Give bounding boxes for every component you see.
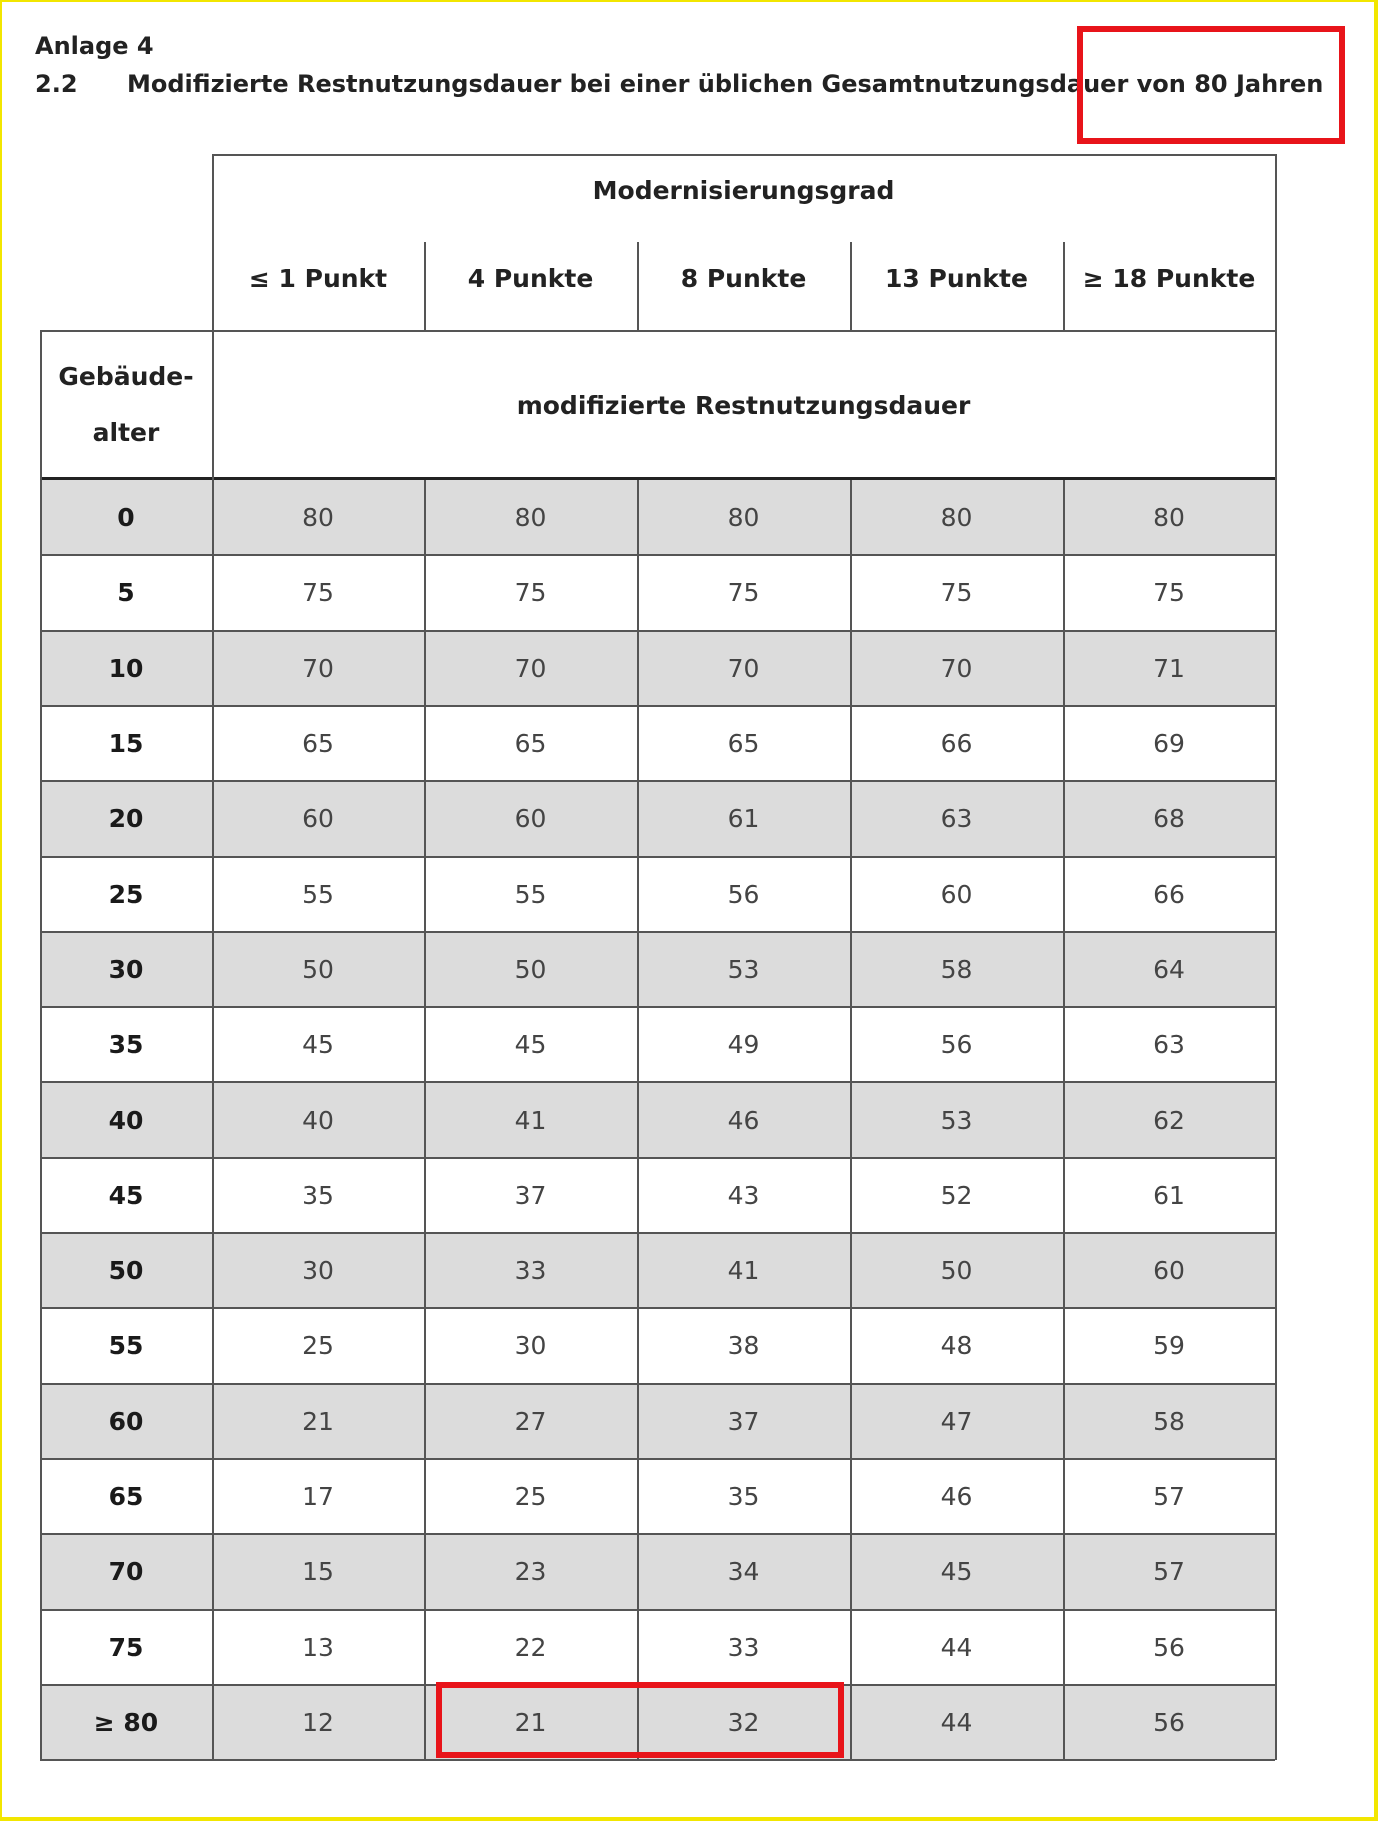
table-cell: 60 <box>302 804 334 834</box>
table-cell: 49 <box>727 1030 760 1060</box>
table-cell: 66 <box>940 729 973 759</box>
grid-line <box>1063 242 1065 330</box>
table-cell: 63 <box>1153 1030 1185 1060</box>
highlight-box-title <box>1077 26 1345 144</box>
grid-line <box>40 477 1275 480</box>
table-cell: 34 <box>727 1557 760 1587</box>
row-age: 20 <box>108 804 144 834</box>
row-age: 75 <box>108 1632 144 1662</box>
section-title: Modifizierte Restnutzungsdauer bei einer üblichen Gesamtnutzungsdauer von 80 Jahren <box>127 70 1324 98</box>
table-cell: 35 <box>727 1482 760 1512</box>
grid-line <box>637 242 639 330</box>
row-age: 70 <box>108 1557 144 1587</box>
table-cell: 44 <box>940 1632 973 1662</box>
grid-line <box>40 1232 1275 1234</box>
grid-line <box>40 1081 1275 1083</box>
table-cell: 50 <box>514 954 547 984</box>
table-cell: 25 <box>514 1482 547 1512</box>
table-cell: 45 <box>940 1557 973 1587</box>
table-cell: 80 <box>940 503 973 533</box>
grid-line <box>40 1609 1275 1611</box>
grid-line <box>40 1458 1275 1460</box>
row-age: 65 <box>108 1482 144 1512</box>
table-cell: 69 <box>1153 729 1185 759</box>
grid-line <box>212 154 214 1760</box>
grid-line <box>212 154 1275 156</box>
grid-line <box>40 931 1275 933</box>
row-age: 60 <box>108 1406 144 1436</box>
table-cell: 65 <box>727 729 760 759</box>
table-cell: 53 <box>940 1105 973 1135</box>
grid-line <box>40 1759 1275 1761</box>
column-header: ≤ 1 Punkt <box>248 263 388 293</box>
grid-line <box>40 1006 1275 1008</box>
row-age: 55 <box>108 1331 144 1361</box>
table-cell: 12 <box>302 1707 334 1737</box>
table-cell: 43 <box>727 1180 760 1210</box>
grid-line <box>40 554 1275 556</box>
table-cell: 45 <box>302 1030 334 1060</box>
grid-line <box>40 705 1275 707</box>
grid-line <box>637 480 639 1760</box>
grid-line <box>40 630 1275 632</box>
table-cell: 40 <box>302 1105 334 1135</box>
table-cell: 17 <box>302 1482 334 1512</box>
table-cell: 61 <box>727 804 760 834</box>
table-cell: 75 <box>727 578 760 608</box>
grid-line <box>40 1157 1275 1159</box>
highlight-box-cells <box>436 1682 844 1758</box>
table-cell: 71 <box>1153 653 1185 683</box>
table-cell: 70 <box>940 653 973 683</box>
table-cell: 33 <box>727 1632 760 1662</box>
table-cell: 56 <box>1153 1707 1185 1737</box>
row-age: ≥ 80 <box>93 1707 159 1737</box>
row-age: 5 <box>117 578 135 608</box>
table-cell: 21 <box>302 1406 334 1436</box>
table-cell: 33 <box>514 1256 547 1286</box>
table-cell: 46 <box>940 1482 973 1512</box>
table-cell: 50 <box>940 1256 973 1286</box>
table-cell: 30 <box>514 1331 547 1361</box>
grid-line <box>1063 480 1065 1760</box>
table-cell: 46 <box>727 1105 760 1135</box>
subheader: modifizierte Restnutzungsdauer <box>516 390 971 420</box>
table-cell: 23 <box>514 1557 547 1587</box>
table-cell: 27 <box>514 1406 547 1436</box>
table-cell: 25 <box>302 1331 334 1361</box>
group-header: Modernisierungsgrad <box>592 175 895 205</box>
table-cell: 80 <box>514 503 547 533</box>
row-age: 10 <box>108 653 144 683</box>
grid-line <box>1275 154 1277 1760</box>
table-cell: 70 <box>727 653 760 683</box>
column-header: 8 Punkte <box>680 263 807 293</box>
table-cell: 47 <box>940 1406 973 1436</box>
table-cell: 75 <box>940 578 973 608</box>
table-cell: 53 <box>727 954 760 984</box>
table-cell: 55 <box>514 879 547 909</box>
grid-line <box>40 856 1275 858</box>
table-cell: 80 <box>1153 503 1185 533</box>
table-cell: 66 <box>1153 879 1185 909</box>
row-age: 45 <box>108 1180 144 1210</box>
table-cell: 56 <box>940 1030 973 1060</box>
column-header: 13 Punkte <box>885 263 1028 293</box>
table-cell: 37 <box>514 1180 547 1210</box>
table-cell: 70 <box>514 653 547 683</box>
table-cell: 41 <box>727 1256 760 1286</box>
table-cell: 15 <box>302 1557 334 1587</box>
table-cell: 62 <box>1153 1105 1185 1135</box>
table-cell: 63 <box>940 804 973 834</box>
table-cell: 60 <box>1153 1256 1185 1286</box>
grid-line <box>40 780 1275 782</box>
grid-line <box>40 1307 1275 1309</box>
section-number: 2.2 <box>35 70 78 98</box>
row-age: 35 <box>108 1030 144 1060</box>
table-cell: 48 <box>940 1331 973 1361</box>
row-age: 30 <box>108 954 144 984</box>
row-age: 40 <box>108 1105 144 1135</box>
row-age: 25 <box>108 879 144 909</box>
table-cell: 56 <box>1153 1632 1185 1662</box>
row-age: 50 <box>108 1256 144 1286</box>
column-header: 4 Punkte <box>467 263 594 293</box>
grid-line <box>850 480 852 1760</box>
table-cell: 50 <box>302 954 334 984</box>
table-cell: 60 <box>514 804 547 834</box>
grid-line <box>424 242 426 330</box>
grid-line <box>40 330 42 1760</box>
table-cell: 64 <box>1153 954 1185 984</box>
table-cell: 75 <box>514 578 547 608</box>
table-cell: 45 <box>514 1030 547 1060</box>
table-cell: 52 <box>940 1180 973 1210</box>
table-cell: 61 <box>1153 1180 1185 1210</box>
table-cell: 44 <box>940 1707 973 1737</box>
grid-line <box>40 330 1275 332</box>
table-cell: 68 <box>1153 804 1185 834</box>
appendix-label: Anlage 4 <box>35 32 154 60</box>
table-cell: 80 <box>727 503 760 533</box>
table-cell: 35 <box>302 1180 334 1210</box>
table-cell: 75 <box>1153 578 1185 608</box>
table-cell: 32 <box>727 1707 760 1737</box>
row-header-label: Gebäude- alter <box>58 362 194 447</box>
table-cell: 57 <box>1153 1557 1185 1587</box>
table-cell: 13 <box>302 1632 334 1662</box>
table-cell: 65 <box>302 729 334 759</box>
table-cell: 70 <box>302 653 334 683</box>
table-cell: 37 <box>727 1406 760 1436</box>
table-cell: 59 <box>1153 1331 1185 1361</box>
table-cell: 41 <box>514 1105 547 1135</box>
grid-line <box>40 1533 1275 1535</box>
table-cell: 38 <box>727 1331 760 1361</box>
row-age: 15 <box>108 729 144 759</box>
table-cell: 55 <box>302 879 334 909</box>
table-cell: 60 <box>940 879 973 909</box>
table-cell: 58 <box>940 954 973 984</box>
column-header: ≥ 18 Punkte <box>1082 263 1256 293</box>
table-cell: 22 <box>514 1632 547 1662</box>
table-cell: 21 <box>514 1707 547 1737</box>
table-cell: 56 <box>727 879 760 909</box>
table-cell: 75 <box>302 578 334 608</box>
table-cell: 30 <box>302 1256 334 1286</box>
row-age: 0 <box>117 503 135 533</box>
grid-line <box>850 242 852 330</box>
grid-line <box>40 1383 1275 1385</box>
grid-line <box>424 480 426 1760</box>
table-cell: 80 <box>302 503 334 533</box>
table-cell: 65 <box>514 729 547 759</box>
table-cell: 58 <box>1153 1406 1185 1436</box>
table-cell: 57 <box>1153 1482 1185 1512</box>
